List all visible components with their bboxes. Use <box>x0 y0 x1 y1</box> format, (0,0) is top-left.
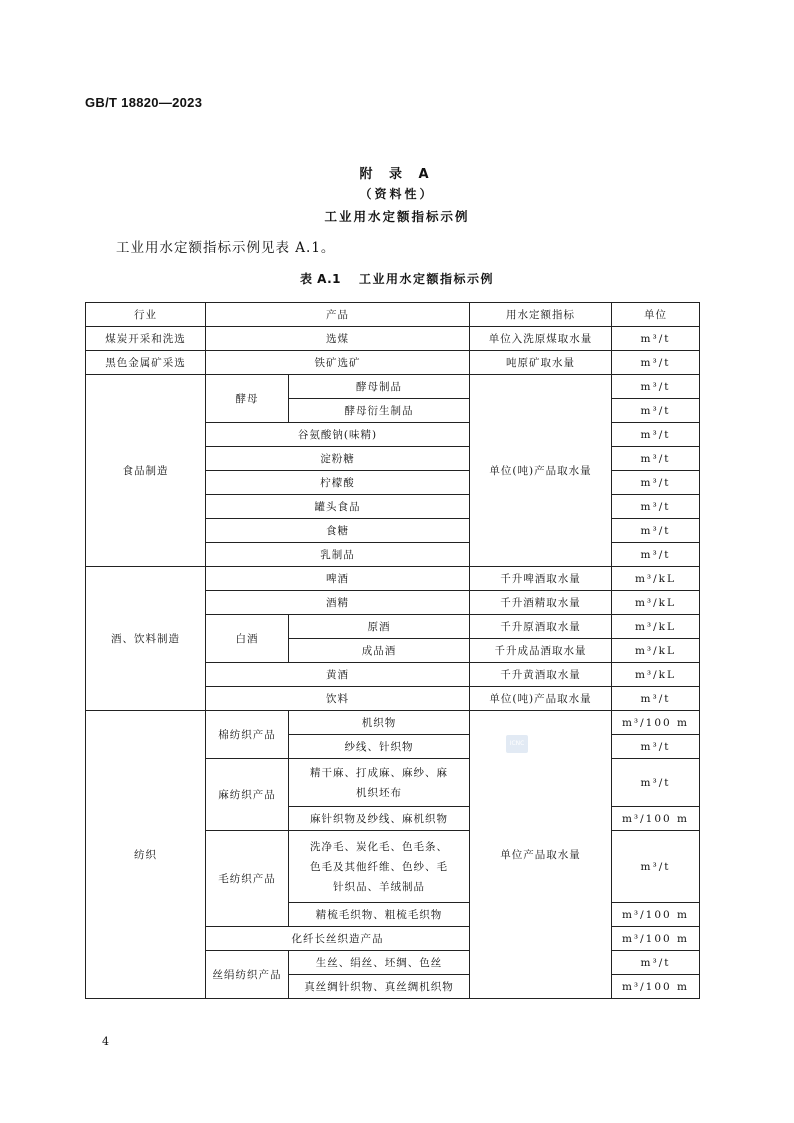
table-number: 表 A.1 <box>299 272 342 286</box>
product-cell: 麻针织物及纱线、麻机织物 <box>289 807 470 831</box>
indicator-cell: 单位产品取水量 <box>470 711 612 999</box>
indicator-cell: 吨原矿取水量 <box>470 351 612 375</box>
unit-cell: m³/t <box>612 519 700 543</box>
table-row <box>86 327 700 351</box>
product-cell: 乳制品 <box>206 543 470 567</box>
table-caption <box>0 270 794 287</box>
product-cell: 精干麻、打成麻、麻纱、麻机织坯布 <box>289 759 470 807</box>
unit-cell: m³/t <box>612 759 700 807</box>
indicator-cell: 千升啤酒取水量 <box>470 567 612 591</box>
product-cell: 酵母制品 <box>289 375 470 399</box>
unit-cell: m³/100 m <box>612 927 700 951</box>
unit-cell: m³/kL <box>612 615 700 639</box>
unit-cell: m³/t <box>612 375 700 399</box>
product-cell: 饮料 <box>206 687 470 711</box>
page-number: 4 <box>102 1035 109 1048</box>
table-row <box>86 351 700 375</box>
header-unit: 单位 <box>612 303 700 327</box>
product-group-cell: 棉纺织产品 <box>206 711 289 759</box>
product-cell: 酒精 <box>206 591 470 615</box>
product-group-cell: 酵母 <box>206 375 289 423</box>
unit-cell: m³/t <box>612 399 700 423</box>
unit-cell: m³/kL <box>612 567 700 591</box>
table-row <box>86 711 700 735</box>
water-quota-table <box>85 302 700 999</box>
header-industry: 行业 <box>86 303 206 327</box>
product-cell: 成品酒 <box>289 639 470 663</box>
unit-cell: m³/t <box>612 447 700 471</box>
unit-cell: m³/t <box>612 351 700 375</box>
product-cell: 选煤 <box>206 327 470 351</box>
unit-cell: m³/100 m <box>612 711 700 735</box>
unit-cell: m³/t <box>612 951 700 975</box>
unit-cell: m³/t <box>612 735 700 759</box>
product-cell: 纱线、针织物 <box>289 735 470 759</box>
product-cell: 黄酒 <box>206 663 470 687</box>
product-cell: 谷氨酸钠(味精) <box>206 423 470 447</box>
product-cell: 罐头食品 <box>206 495 470 519</box>
product-group-cell: 麻纺织产品 <box>206 759 289 831</box>
indicator-cell: 千升原酒取水量 <box>470 615 612 639</box>
unit-cell: m³/100 m <box>612 975 700 999</box>
indicator-cell: 单位入洗原煤取水量 <box>470 327 612 351</box>
product-cell: 生丝、绢丝、坯绸、色丝 <box>289 951 470 975</box>
indicator-cell: 千升酒精取水量 <box>470 591 612 615</box>
table-header-row <box>86 303 700 327</box>
indicator-cell: 单位(吨)产品取水量 <box>470 375 612 567</box>
product-cell: 机织物 <box>289 711 470 735</box>
unit-cell: m³/kL <box>612 663 700 687</box>
annex-nature: （资料性） <box>359 187 435 201</box>
unit-cell: m³/t <box>612 471 700 495</box>
document-id: GB/T 18820—2023 <box>85 95 203 110</box>
unit-cell: m³/t <box>612 831 700 903</box>
industry-cell: 酒、饮料制造 <box>86 567 206 711</box>
product-cell: 食糖 <box>206 519 470 543</box>
table-title: 工业用水定额指标示例 <box>359 272 495 286</box>
indicator-cell: 千升成品酒取水量 <box>470 639 612 663</box>
industry-cell: 黑色金属矿采选 <box>86 351 206 375</box>
product-cell: 真丝绸针织物、真丝绸机织物 <box>289 975 470 999</box>
unit-cell: m³/t <box>612 495 700 519</box>
indicator-cell: 单位(吨)产品取水量 <box>470 687 612 711</box>
product-group-cell: 丝绢纺织产品 <box>206 951 289 999</box>
unit-cell: m³/100 m <box>612 903 700 927</box>
unit-cell: m³/t <box>612 543 700 567</box>
product-cell: 洗净毛、炭化毛、色毛条、色毛及其他纤维、色纱、毛针织品、羊绒制品 <box>289 831 470 903</box>
product-cell: 精梳毛织物、粗梳毛织物 <box>289 903 470 927</box>
table-row <box>86 375 700 399</box>
annex-heading: 工业用水定额指标示例 <box>324 209 470 224</box>
unit-cell: m³/t <box>612 687 700 711</box>
header-indicator: 用水定额指标 <box>470 303 612 327</box>
product-cell: 原酒 <box>289 615 470 639</box>
product-cell: 淀粉糖 <box>206 447 470 471</box>
intro-paragraph: 工业用水定额指标示例见表 A.1。 <box>116 240 336 256</box>
product-cell: 铁矿选矿 <box>206 351 470 375</box>
indicator-cell: 千升黄酒取水量 <box>470 663 612 687</box>
product-group-cell: 毛纺织产品 <box>206 831 289 927</box>
industry-cell: 纺织 <box>86 711 206 999</box>
industry-cell: 食品制造 <box>86 375 206 567</box>
industry-cell: 煤炭开采和洗选 <box>86 327 206 351</box>
product-group-cell: 白酒 <box>206 615 289 663</box>
header-product: 产品 <box>206 303 470 327</box>
unit-cell: m³/kL <box>612 639 700 663</box>
unit-cell: m³/kL <box>612 591 700 615</box>
watermark-logo: ICNC <box>506 735 528 753</box>
unit-cell: m³/t <box>612 327 700 351</box>
product-cell: 酵母衍生制品 <box>289 399 470 423</box>
product-cell: 化纤长丝织造产品 <box>206 927 470 951</box>
product-cell: 啤酒 <box>206 567 470 591</box>
unit-cell: m³/100 m <box>612 807 700 831</box>
product-cell: 柠檬酸 <box>206 471 470 495</box>
annex-title: 附 录 A <box>359 167 435 182</box>
unit-cell: m³/t <box>612 423 700 447</box>
table-row <box>86 567 700 591</box>
